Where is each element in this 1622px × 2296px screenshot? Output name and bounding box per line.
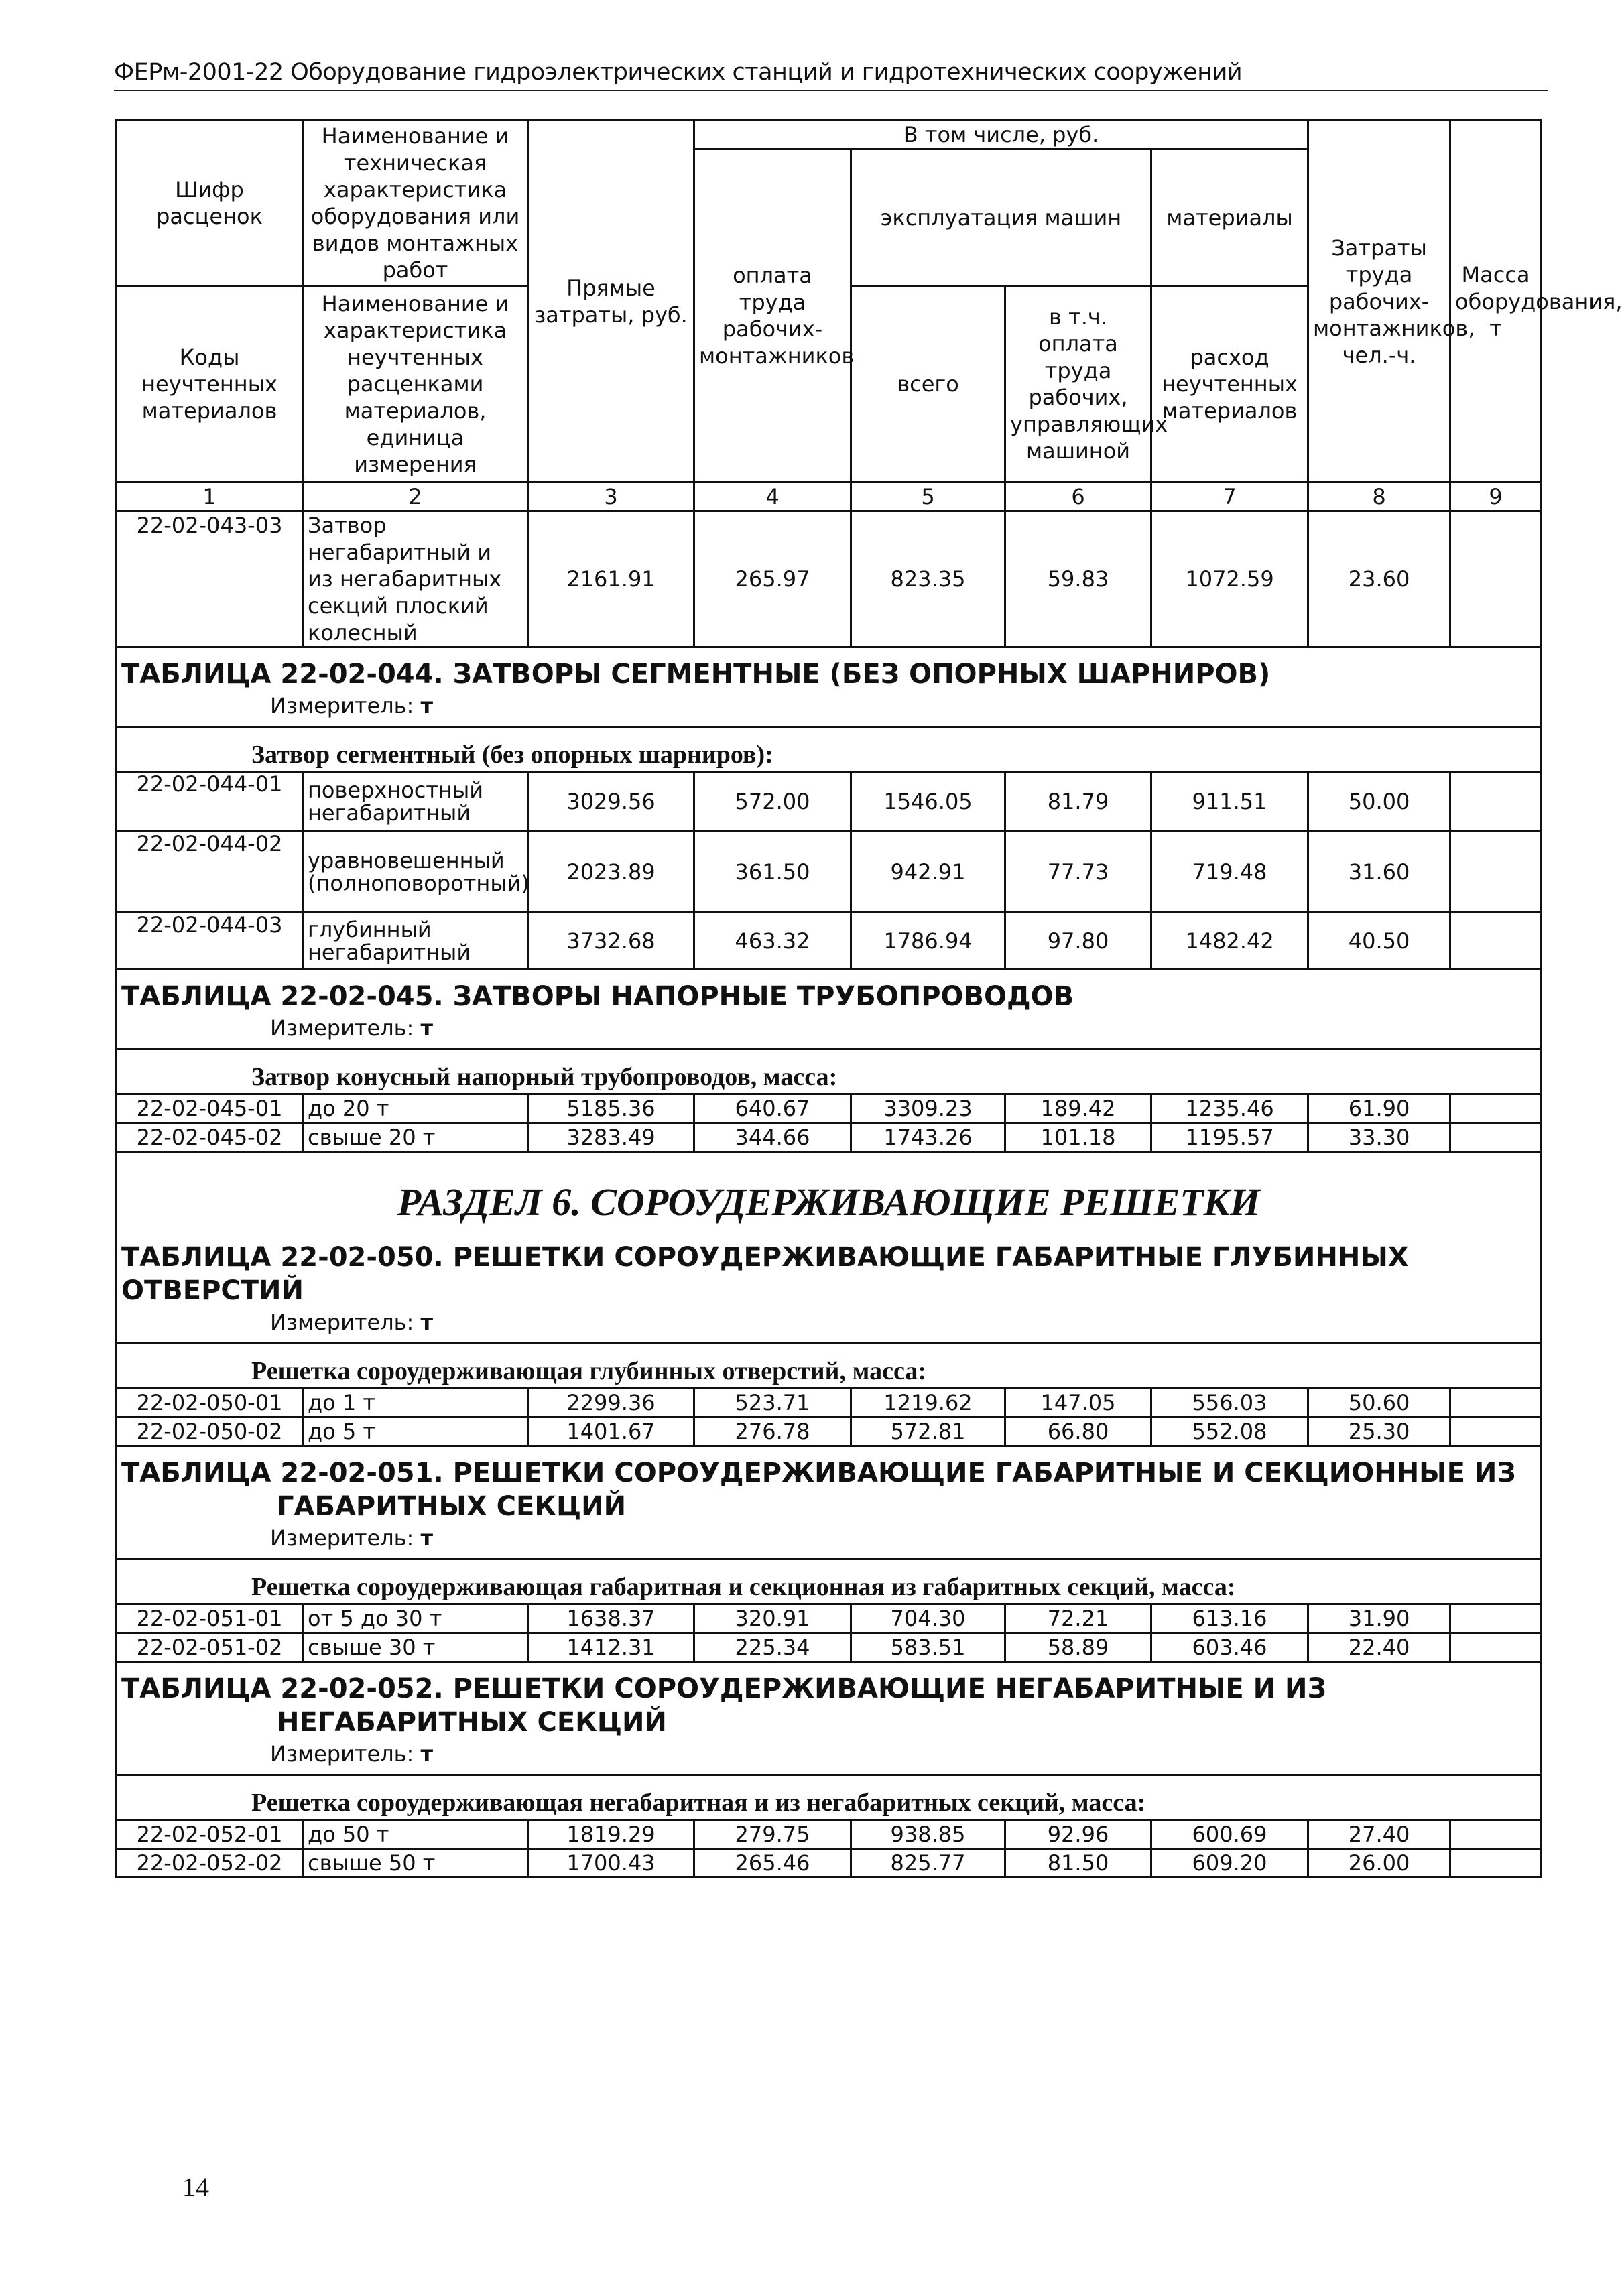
labor-cost: 523.71 (694, 1389, 851, 1417)
labor-cost: 344.66 (694, 1123, 851, 1152)
rate-code: 22-02-045-01 (117, 1094, 303, 1123)
rate-name: до 50 т (303, 1820, 528, 1849)
column-number: 6 (1005, 483, 1151, 511)
col-machines-total-header: всего (851, 286, 1005, 483)
labor-cost: 320.91 (694, 1604, 851, 1633)
materials-cost: 1482.42 (1151, 913, 1308, 970)
unit-row (117, 691, 1542, 727)
table-row (117, 511, 1542, 647)
rate-code: 22-02-045-02 (117, 1123, 303, 1152)
direct-cost: 1412.31 (528, 1633, 694, 1662)
equipment-mass (1450, 1633, 1542, 1662)
rate-code: 22-02-052-02 (117, 1849, 303, 1878)
unit-value: т (420, 1015, 434, 1041)
table-title-row (117, 1446, 1542, 1524)
direct-cost: 2161.91 (528, 511, 694, 647)
equipment-mass (1450, 1849, 1542, 1878)
unit-label: Измеритель: (270, 1015, 414, 1041)
direct-cost: 5185.36 (528, 1094, 694, 1123)
unit-row (117, 1523, 1542, 1559)
rates-table (115, 119, 1622, 1878)
page-number: 14 (182, 2172, 209, 2202)
equipment-mass (1450, 511, 1542, 647)
machines-labor-cost: 97.80 (1005, 913, 1151, 970)
direct-cost: 2299.36 (528, 1389, 694, 1417)
unit-row (117, 1308, 1542, 1344)
col-materials-use-header: расход неучтенных материалов (1151, 286, 1308, 483)
labor-hours: 31.90 (1308, 1604, 1450, 1633)
labor-cost: 276.78 (694, 1417, 851, 1446)
materials-cost: 556.03 (1151, 1389, 1308, 1417)
table-row (117, 1389, 1542, 1417)
table-title-text: ТАБЛИЦА 22-02-052. РЕШЕТКИ СОРОУДЕРЖИВАЮЩИЕ НЕГАБАРИТНЫЕ И ИЗ НЕГАБАРИТНЫХ СЕКЦИЙ (121, 1673, 1326, 1738)
direct-cost: 3283.49 (528, 1123, 694, 1152)
machines-labor-cost: 77.73 (1005, 832, 1151, 913)
machines-labor-cost: 58.89 (1005, 1633, 1151, 1662)
unit-line (117, 691, 1542, 727)
column-number: 3 (528, 483, 694, 511)
unit-row (117, 1739, 1542, 1775)
labor-hours: 22.40 (1308, 1633, 1450, 1662)
machines-cost: 572.81 (851, 1417, 1005, 1446)
col-hours-header: Затраты труда рабочих-монтажников, чел.-ч. (1308, 121, 1450, 483)
column-number: 9 (1450, 483, 1542, 511)
table-title-row (117, 1231, 1542, 1308)
rate-name: свыше 30 т (303, 1633, 528, 1662)
table-title: ТАБЛИЦА 22-02-044. ЗАТВОРЫ СЕГМЕНТНЫЕ (БЕЗ ОПОРНЫХ ШАРНИРОВ) (117, 647, 1542, 692)
table-row (117, 1633, 1542, 1662)
rate-code: 22-02-050-02 (117, 1417, 303, 1446)
column-numbers-row (117, 483, 1542, 511)
rate-name: Затвор негабаритный и из негабаритных секций плоский колесный (303, 511, 528, 647)
table-row (117, 1820, 1542, 1849)
col-direct-header: Прямые затраты, руб. (528, 121, 694, 483)
materials-cost: 603.46 (1151, 1633, 1308, 1662)
direct-cost: 1401.67 (528, 1417, 694, 1446)
labor-cost: 225.34 (694, 1633, 851, 1662)
unit-row (117, 1013, 1542, 1049)
equipment-mass (1450, 1123, 1542, 1152)
machines-cost: 1743.26 (851, 1123, 1005, 1152)
column-number: 7 (1151, 483, 1308, 511)
labor-hours: 40.50 (1308, 913, 1450, 970)
table-title (117, 1446, 1542, 1524)
labor-hours: 27.40 (1308, 1820, 1450, 1849)
machines-labor-cost: 72.21 (1005, 1604, 1151, 1633)
subheading: Решетка сороудерживающая негабаритная и из негабаритных секций, масса: (117, 1775, 1542, 1820)
equipment-mass (1450, 772, 1542, 832)
section-title: РАЗДЕЛ 6. СОРОУДЕРЖИВАЮЩИЕ РЕШЕТКИ (117, 1152, 1542, 1232)
column-number: 1 (117, 483, 303, 511)
machines-labor-cost: 59.83 (1005, 511, 1151, 647)
col-code-header: Шифр расценок (117, 121, 303, 286)
unit-line (117, 1013, 1542, 1049)
col-code-header-bottom: Коды неучтенных материалов (117, 286, 303, 483)
machines-cost: 823.35 (851, 511, 1005, 647)
table-row (117, 913, 1542, 970)
subheading: Решетка сороудерживающая габаритная и секционная из габаритных секций, масса: (117, 1559, 1542, 1604)
col-labor-header: оплата труда рабочих-монтажников (694, 149, 851, 483)
labor-hours: 23.60 (1308, 511, 1450, 647)
rate-name: свыше 50 т (303, 1849, 528, 1878)
unit-value: т (420, 1741, 434, 1767)
materials-cost: 552.08 (1151, 1417, 1308, 1446)
direct-cost: 1819.29 (528, 1820, 694, 1849)
table-row (117, 772, 1542, 832)
machines-cost: 3309.23 (851, 1094, 1005, 1123)
table-title: ТАБЛИЦА 22-02-050. РЕШЕТКИ СОРОУДЕРЖИВАЮЩИЕ ГАБАРИТНЫЕ ГЛУБИННЫХ ОТВЕРСТИЙ (117, 1231, 1542, 1308)
machines-cost: 942.91 (851, 832, 1005, 913)
equipment-mass (1450, 1417, 1542, 1446)
materials-cost: 600.69 (1151, 1820, 1308, 1849)
rate-name: до 1 т (303, 1389, 528, 1417)
column-number: 4 (694, 483, 851, 511)
unit-value: т (420, 693, 434, 718)
machines-cost: 1219.62 (851, 1389, 1005, 1417)
subheading-row (117, 1344, 1542, 1389)
labor-cost: 572.00 (694, 772, 851, 832)
rate-name: от 5 до 30 т (303, 1604, 528, 1633)
unit-value: т (420, 1310, 434, 1335)
table-title-row (117, 1662, 1542, 1740)
table-row (117, 1417, 1542, 1446)
subheading-row (117, 727, 1542, 772)
col-machines-header: эксплуатация машин (851, 149, 1151, 286)
section-title-row (117, 1152, 1542, 1232)
materials-cost: 1235.46 (1151, 1094, 1308, 1123)
direct-cost: 2023.89 (528, 832, 694, 913)
labor-cost: 279.75 (694, 1820, 851, 1849)
equipment-mass (1450, 1820, 1542, 1849)
table-row (117, 1123, 1542, 1152)
machines-labor-cost: 147.05 (1005, 1389, 1151, 1417)
col-name-header-bottom: Наименование и характеристика неучтенных расценками материалов, единица измерения (303, 286, 528, 483)
machines-cost: 704.30 (851, 1604, 1005, 1633)
labor-cost: 463.32 (694, 913, 851, 970)
labor-hours: 26.00 (1308, 1849, 1450, 1878)
machines-labor-cost: 92.96 (1005, 1820, 1151, 1849)
materials-cost: 911.51 (1151, 772, 1308, 832)
labor-hours: 33.30 (1308, 1123, 1450, 1152)
col-machines-labor-header: в т.ч. оплата труда рабочих, управляющих машиной (1005, 286, 1151, 483)
rate-code: 22-02-044-02 (117, 832, 303, 913)
labor-hours: 31.60 (1308, 832, 1450, 913)
unit-value: т (420, 1525, 434, 1551)
labor-cost: 361.50 (694, 832, 851, 913)
rate-name: уравновешенный (полноповоротный) (303, 832, 528, 913)
machines-cost: 583.51 (851, 1633, 1005, 1662)
materials-cost: 613.16 (1151, 1604, 1308, 1633)
rate-code: 22-02-050-01 (117, 1389, 303, 1417)
col-incl-header: В том числе, руб. (694, 121, 1308, 149)
machines-labor-cost: 101.18 (1005, 1123, 1151, 1152)
machines-labor-cost: 81.79 (1005, 772, 1151, 832)
labor-hours: 25.30 (1308, 1417, 1450, 1446)
unit-line (117, 1308, 1542, 1344)
materials-cost: 719.48 (1151, 832, 1308, 913)
subheading-row (117, 1559, 1542, 1604)
table-row (117, 832, 1542, 913)
col-mass-header: Масса оборудования, т (1450, 121, 1542, 483)
unit-line (117, 1739, 1542, 1775)
table-title-row (117, 970, 1542, 1014)
unit-line (117, 1523, 1542, 1559)
machines-labor-cost: 81.50 (1005, 1849, 1151, 1878)
unit-label: Измеритель: (270, 1525, 414, 1551)
rate-code: 22-02-044-03 (117, 913, 303, 970)
rate-name: свыше 20 т (303, 1123, 528, 1152)
direct-cost: 1700.43 (528, 1849, 694, 1878)
column-number: 5 (851, 483, 1005, 511)
rate-name: до 5 т (303, 1417, 528, 1446)
materials-cost: 609.20 (1151, 1849, 1308, 1878)
unit-label: Измеритель: (270, 1741, 414, 1767)
subheading: Решетка сороудерживающая глубинных отверстий, масса: (117, 1344, 1542, 1389)
labor-cost: 265.46 (694, 1849, 851, 1878)
equipment-mass (1450, 1389, 1542, 1417)
materials-cost: 1195.57 (1151, 1123, 1308, 1152)
column-number: 2 (303, 483, 528, 511)
table-title-row (117, 647, 1542, 692)
rate-code: 22-02-051-01 (117, 1604, 303, 1633)
machines-labor-cost: 189.42 (1005, 1094, 1151, 1123)
rate-name: глубинный негабаритный (303, 913, 528, 970)
unit-label: Измеритель: (270, 1310, 414, 1335)
equipment-mass (1450, 913, 1542, 970)
table-row (117, 1604, 1542, 1633)
equipment-mass (1450, 1604, 1542, 1633)
subheading: Затвор сегментный (без опорных шарниров): (117, 727, 1542, 772)
direct-cost: 3029.56 (528, 772, 694, 832)
col-materials-header: материалы (1151, 149, 1308, 286)
labor-hours: 50.00 (1308, 772, 1450, 832)
table-title (117, 1662, 1542, 1740)
header-row-1 (117, 121, 1542, 149)
labor-hours: 50.60 (1308, 1389, 1450, 1417)
machines-cost: 825.77 (851, 1849, 1005, 1878)
column-number: 8 (1308, 483, 1450, 511)
subheading-row (117, 1775, 1542, 1820)
direct-cost: 1638.37 (528, 1604, 694, 1633)
labor-hours: 61.90 (1308, 1094, 1450, 1123)
table-row (117, 1849, 1542, 1878)
rate-code: 22-02-051-02 (117, 1633, 303, 1662)
labor-cost: 265.97 (694, 511, 851, 647)
table-row (117, 1094, 1542, 1123)
table-title: ТАБЛИЦА 22-02-045. ЗАТВОРЫ НАПОРНЫЕ ТРУБОПРОВОДОВ (117, 970, 1542, 1014)
direct-cost: 3732.68 (528, 913, 694, 970)
machines-labor-cost: 66.80 (1005, 1417, 1151, 1446)
subheading-row (117, 1049, 1542, 1094)
page-header: ФЕРм-2001-22 Оборудование гидроэлектрических станций и гидротехнических сооружений (114, 59, 1548, 91)
machines-cost: 1786.94 (851, 913, 1005, 970)
machines-cost: 1546.05 (851, 772, 1005, 832)
subheading: Затвор конусный напорный трубопроводов, масса: (117, 1049, 1542, 1094)
machines-cost: 938.85 (851, 1820, 1005, 1849)
rate-code: 22-02-044-01 (117, 772, 303, 832)
table-title-text: ТАБЛИЦА 22-02-051. РЕШЕТКИ СОРОУДЕРЖИВАЮЩИЕ ГАБАРИТНЫЕ И СЕКЦИОННЫЕ ИЗ ГАБАРИТНЫХ СЕКЦИЙ (121, 1458, 1516, 1522)
equipment-mass (1450, 832, 1542, 913)
equipment-mass (1450, 1094, 1542, 1123)
materials-cost: 1072.59 (1151, 511, 1308, 647)
rate-code: 22-02-043-03 (117, 511, 303, 647)
unit-label: Измеритель: (270, 693, 414, 718)
rate-name: поверхностный негабаритный (303, 772, 528, 832)
rate-code: 22-02-052-01 (117, 1820, 303, 1849)
col-name-header: Наименование и техническая характеристика оборудования или видов монтажных работ (303, 121, 528, 286)
rate-name: до 20 т (303, 1094, 528, 1123)
labor-cost: 640.67 (694, 1094, 851, 1123)
